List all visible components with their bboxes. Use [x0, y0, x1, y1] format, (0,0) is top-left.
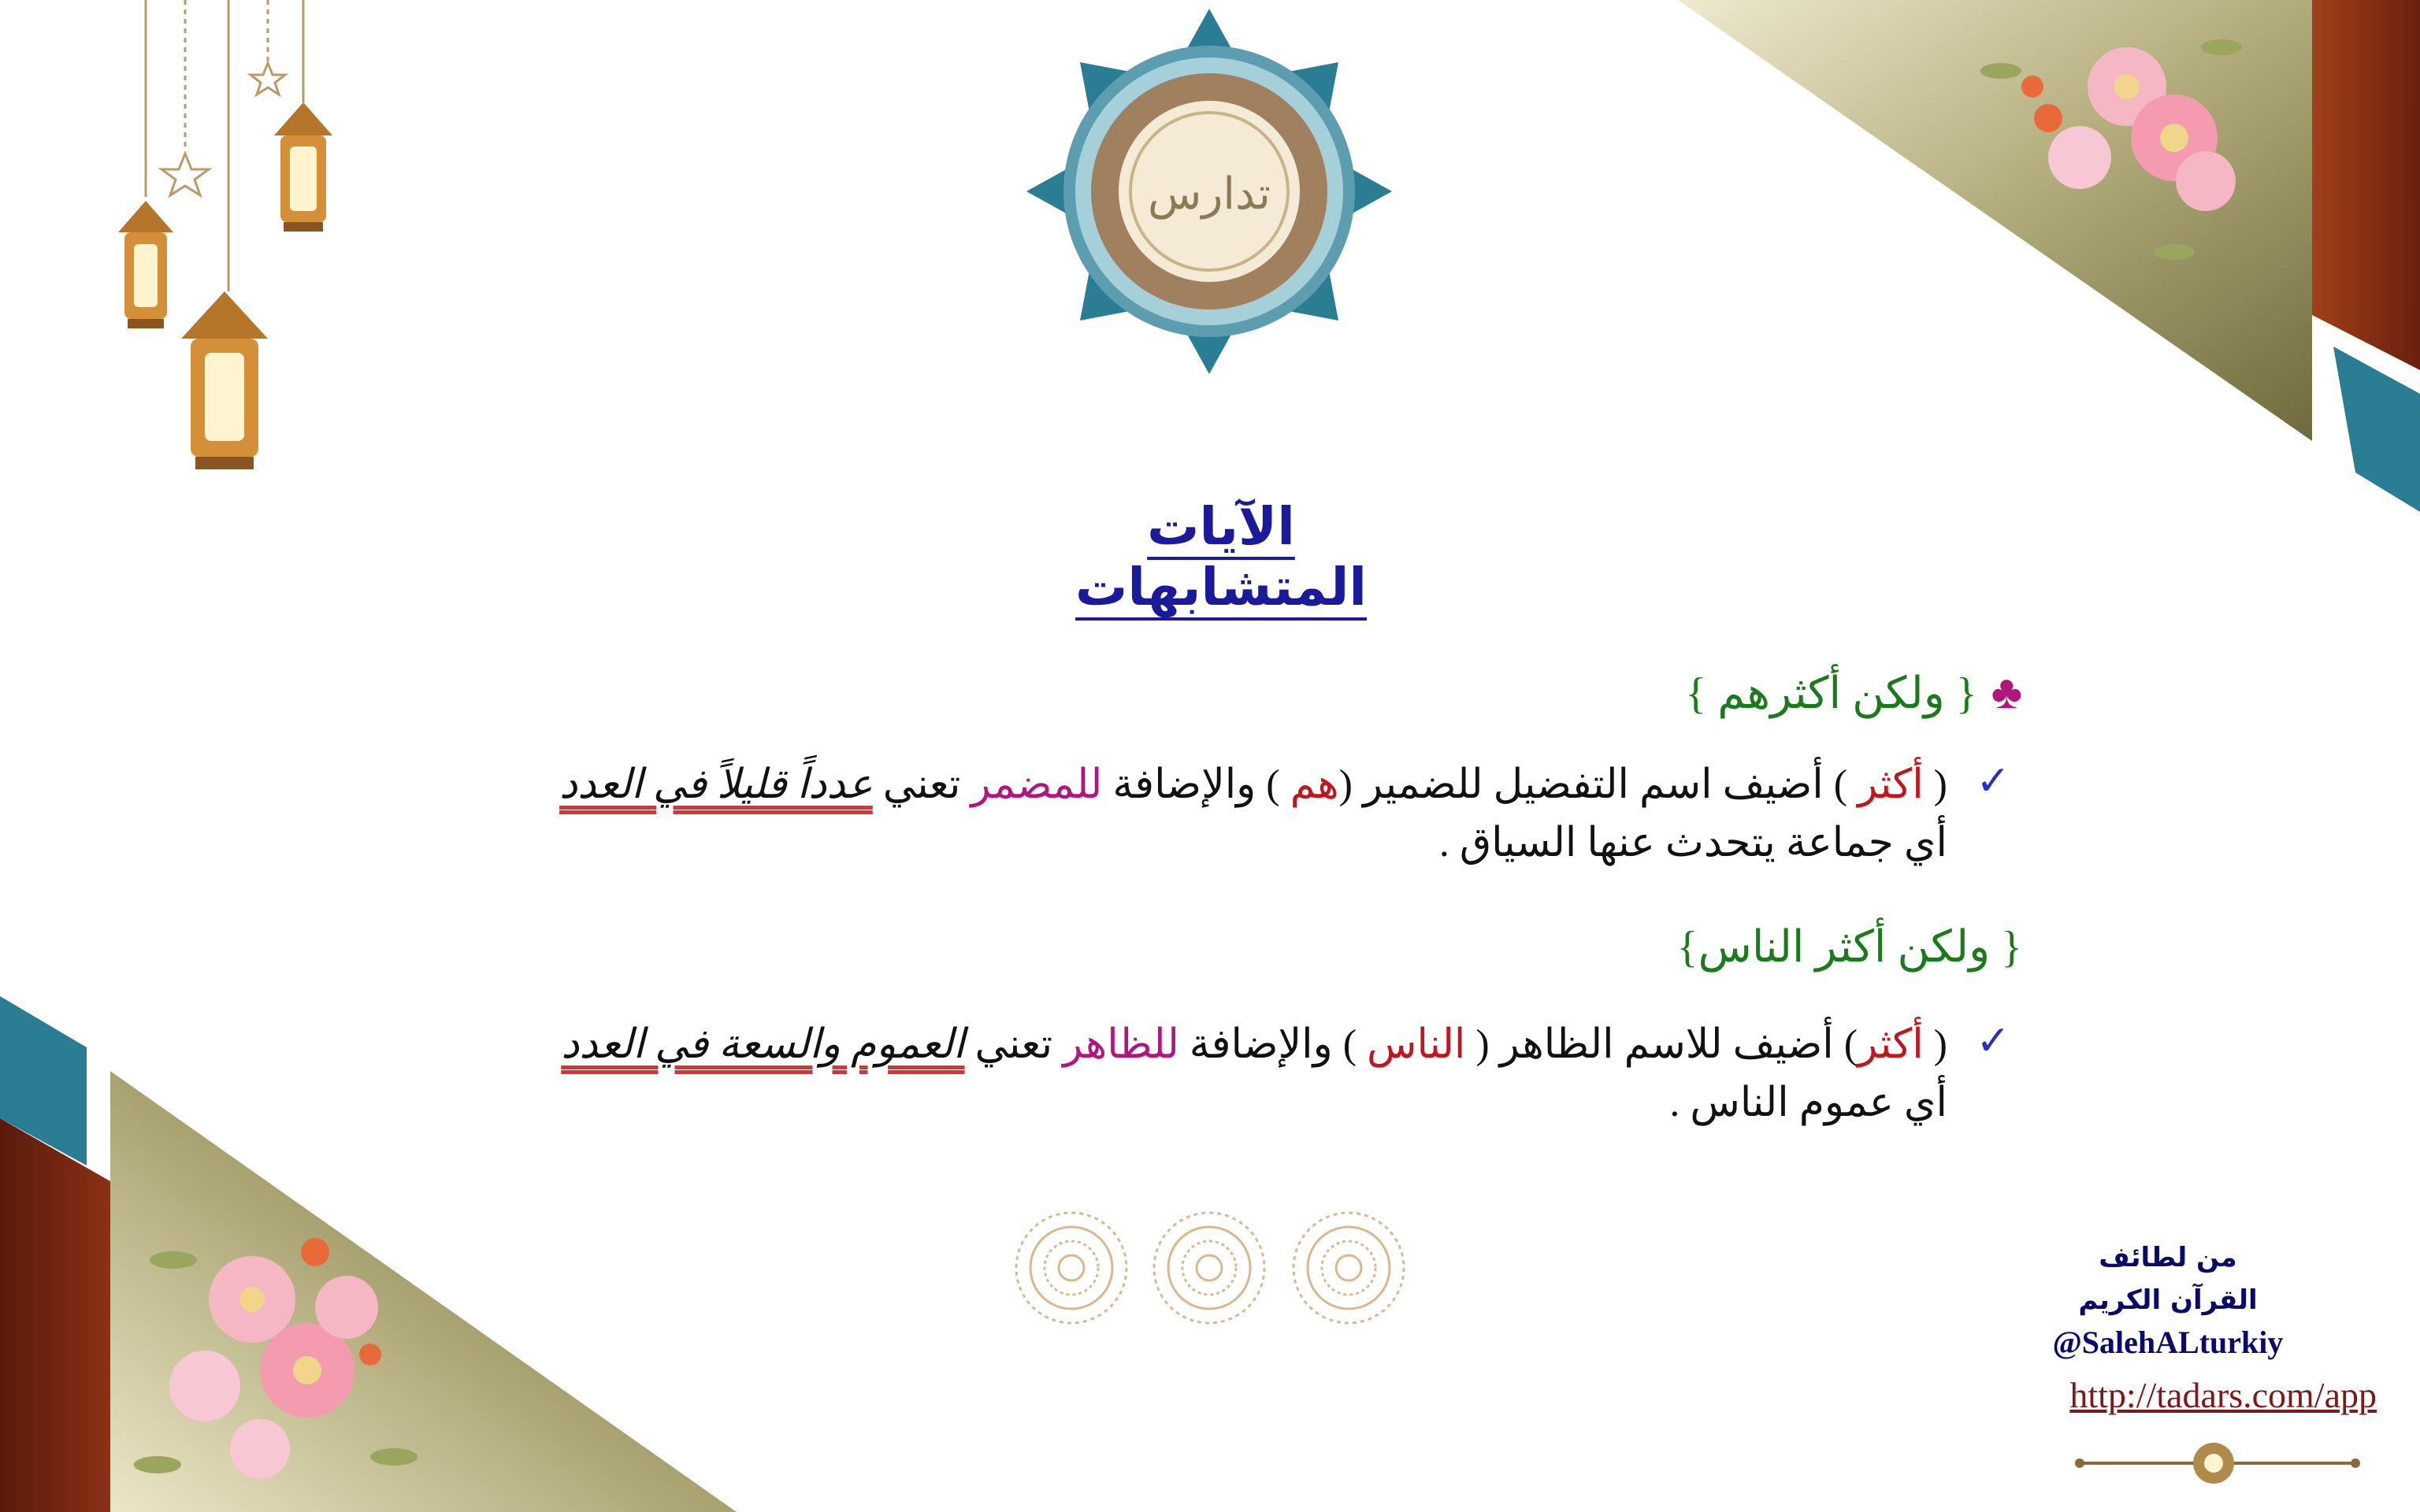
explanation-line-1 — [372, 1016, 1947, 1074]
divider-ornament — [2075, 1443, 2360, 1484]
check-icon: ✓ — [1976, 758, 2010, 805]
highlight-word: للظاهر — [1063, 1022, 1179, 1067]
quran-emblem — [1026, 9, 1392, 374]
text-segment: ( — [1923, 1022, 1947, 1067]
emphasized-phrase: العموم والسعة في العدد — [561, 1022, 965, 1067]
text-segment: ) أضيف اسم التفضيل للضمير ( — [1338, 762, 1858, 807]
page-title: الآيات المتشابهات — [1075, 496, 1367, 617]
mandala-ornaments — [1016, 1213, 1404, 1323]
check-icon: ✓ — [1976, 1017, 2010, 1065]
club-suit-icon: ♣ — [1991, 666, 2022, 718]
top-right-brown-panel — [2312, 0, 2420, 370]
text-segment: تعني — [964, 1022, 1063, 1067]
text-segment: ) والإضافة — [1178, 1022, 1368, 1067]
bottom-left-brown-panel — [0, 1118, 110, 1512]
explanation-line-2: أي عموم الناس . — [1669, 1080, 1947, 1125]
lanterns-decoration — [146, 0, 303, 291]
verse-text-1: { ولكن أكثرهم } — [1685, 669, 1977, 718]
credit-block — [2018, 1236, 2318, 1364]
bottom-left-olive-panel — [110, 1071, 737, 1512]
highlight-word: أكثر — [1858, 762, 1924, 807]
explanation-line-2: أي جماعة يتحدث عنها السياق . — [1438, 821, 1947, 865]
emphasized-phrase: عدداً قليلاً في العدد — [559, 762, 873, 807]
svg-text:تدارس: تدارس — [1148, 169, 1271, 220]
star-ornaments — [161, 63, 285, 195]
author-handle: @SalehALturkiy — [2052, 1325, 2284, 1360]
verse-heading-2: { ولكن أكثر الناس} — [1676, 923, 2022, 972]
highlight-word: الناس — [1367, 1022, 1466, 1067]
text-segment: ) والإضافة — [1102, 762, 1290, 807]
website-link[interactable]: http://tadars.com/app — [2069, 1375, 2377, 1415]
lantern-shapes — [118, 102, 332, 469]
credit-line-2: القرآن الكريم — [2078, 1284, 2258, 1316]
explanation-paragraph-2 — [372, 1016, 1947, 1132]
text-segment: تعني — [872, 762, 971, 807]
right-teal-accent — [2333, 346, 2420, 512]
highlight-word: للمضمر — [971, 762, 1103, 807]
text-segment: ) أضيف للاسم الظاهر ( — [1465, 1022, 1858, 1067]
credit-line-1: من لطائف — [2099, 1242, 2237, 1273]
highlight-word: أكثر — [1858, 1022, 1924, 1067]
text-segment: ( — [1923, 762, 1947, 807]
explanation-paragraph-1 — [372, 756, 1947, 873]
explanation-line-1 — [372, 756, 1947, 814]
highlight-word: هم — [1290, 762, 1339, 807]
verse-heading-1 — [1685, 665, 2022, 720]
